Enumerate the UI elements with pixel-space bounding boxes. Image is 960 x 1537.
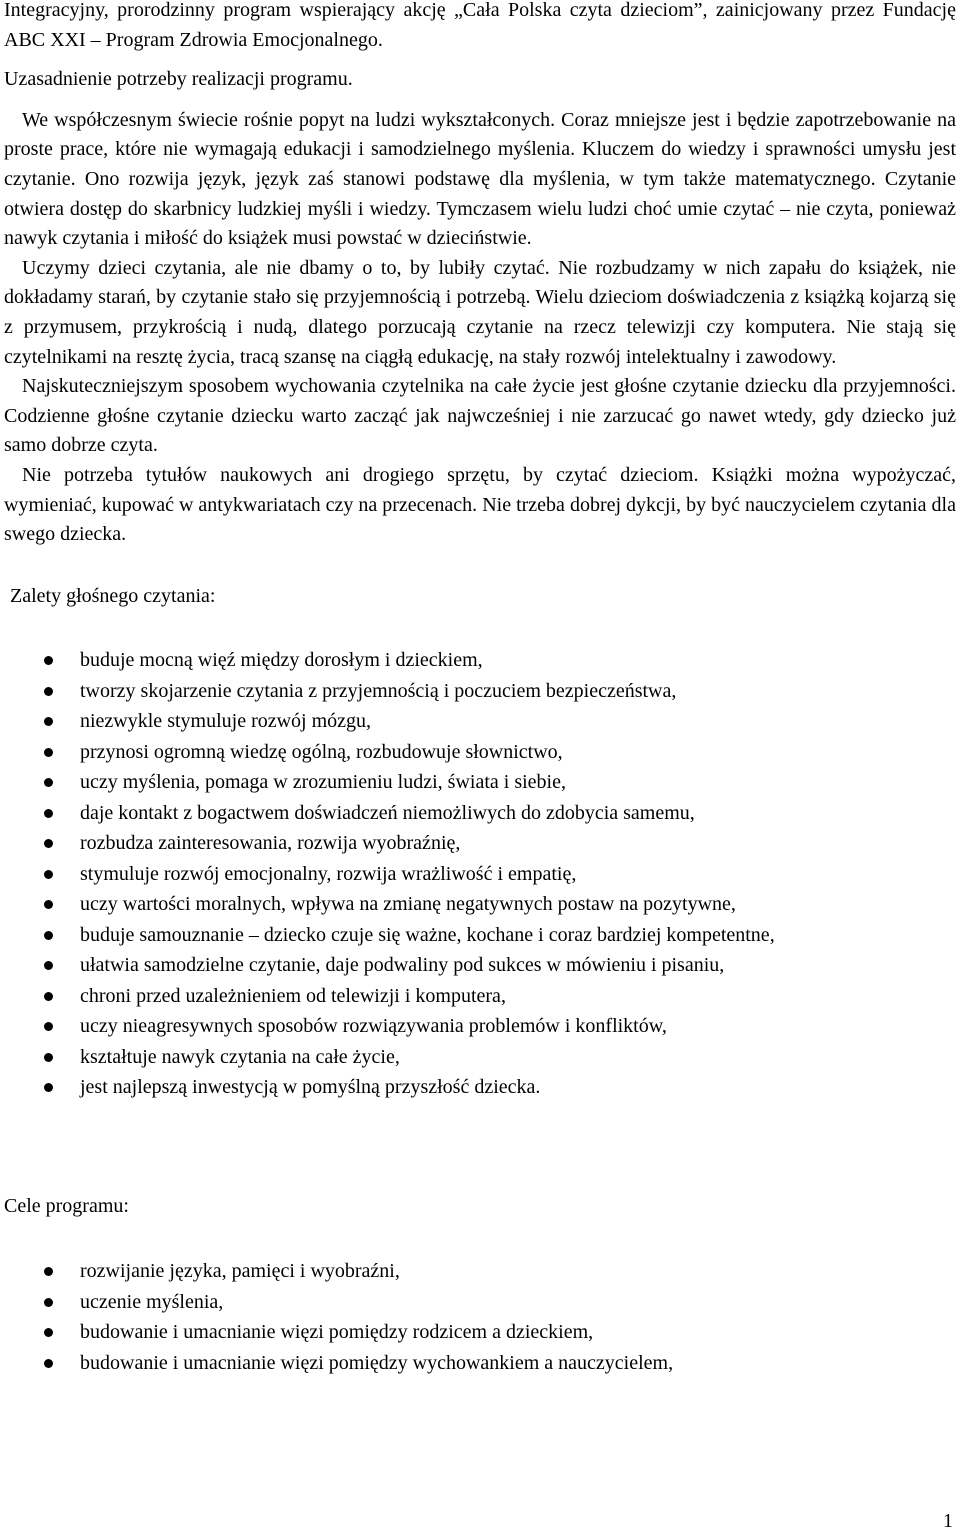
list-item-text: rozbudza zainteresowania, rozwija wyobraźnię, — [80, 832, 461, 855]
bullet-icon — [44, 1359, 53, 1368]
list-item — [4, 1011, 956, 1042]
list-item-text: przynosi ogromną wiedzę ogólną, rozbudowuje słownictwo, — [80, 740, 563, 763]
bullet-icon — [44, 931, 53, 940]
list-item — [4, 981, 956, 1012]
list-item — [4, 645, 956, 676]
list-item — [4, 706, 956, 737]
body-paragraph-2: Uczymy dzieci czytania, ale nie dbamy o to, by lubiły czytać. Nie rozbudzamy w nich zapału do książek, nie dokładamy starań, by czytanie stało się przyjemnością i potrzebą. Wielu dzieciom doświadczenia z książką kojarzą się z przymusem, przykrością i nudą, dlatego porzucają czytanie na rzecz telewizji czy komputera. Nie stają się czytelnikami na resztę życia, tracą szansę na ciągłą edukację, na stały rozwój intelektualny i zawodowy. — [4, 256, 956, 368]
list-item-text: budowanie i umacnianie więzi pomiędzy rodzicem a dzieckiem, — [80, 1321, 594, 1344]
list-item-text: uczy nieagresywnych sposobów rozwiązywania problemów i konfliktów, — [80, 1015, 667, 1038]
bullet-icon — [44, 1328, 53, 1337]
list-item — [4, 828, 956, 859]
bullet-icon — [44, 1267, 53, 1276]
bullet-icon — [44, 748, 53, 757]
bullet-icon — [44, 900, 53, 909]
page-number: 1 — [943, 1510, 953, 1532]
intro-paragraph: Integracyjny, prorodzinny program wspierający akcję „Cała Polska czyta dzieciom”, zainicjowany przez Fundację ABC XXI – Program Zdrowia Emocjonalnego. — [4, 0, 956, 51]
list-item-text: uczy wartości moralnych, wpływa na zmianę negatywnych postaw na pozytywne, — [80, 893, 736, 916]
list-item-text: rozwijanie języka, pamięci i wyobraźni, — [80, 1260, 400, 1283]
document-page — [4, 0, 956, 1378]
body-paragraph-3: Najskuteczniejszym sposobem wychowania czytelnika na całe życie jest głośne czytanie dziecku dla przyjemności. Codzienne głośne czytanie dziecku warto zacząć jak najwcześniej i nie zarzucać go nawet wtedy, gdy dziecko już samo dobrze czyta. — [4, 375, 956, 457]
list-item — [4, 1072, 956, 1103]
list-item — [4, 767, 956, 798]
list-item-text: budowanie i umacnianie więzi pomiędzy wychowankiem a nauczycielem, — [80, 1351, 674, 1374]
list-item — [4, 859, 956, 890]
list-item — [4, 950, 956, 981]
list-item-text: kształtuje nawyk czytania na całe życie, — [80, 1045, 400, 1068]
bullet-icon — [44, 961, 53, 970]
list-item — [4, 737, 956, 768]
bullet-icon — [44, 870, 53, 879]
list-item-text: uczy myślenia, pomaga w zrozumieniu ludzi, świata i siebie, — [80, 771, 566, 794]
list-item — [4, 676, 956, 707]
list-item-text: daje kontakt z bogactwem doświadczeń niemożliwych do zdobycia samemu, — [80, 801, 695, 824]
list-item — [4, 889, 956, 920]
bullet-icon — [44, 809, 53, 818]
list-item-text: uczenie myślenia, — [80, 1290, 224, 1313]
bullet-icon — [44, 1053, 53, 1062]
zalety-heading: Zalety głośnego czytania: — [10, 584, 216, 607]
list-item-text: buduje mocną więź między dorosłym i dzieckiem, — [80, 649, 483, 672]
list-item-text: tworzy skojarzenie czytania z przyjemnością i poczuciem bezpieczeństwa, — [80, 679, 677, 702]
list-item — [4, 1042, 956, 1073]
bullet-icon — [44, 656, 53, 665]
justification-heading: Uzasadnienie potrzeby realizacji programu. — [4, 68, 353, 91]
list-item — [4, 798, 956, 829]
cele-heading: Cele programu: — [4, 1194, 129, 1217]
body-paragraph-1: We współczesnym świecie rośnie popyt na ludzi wykształconych. Coraz mniejsze jest i będzie zapotrzebowanie na proste prace, które nie wymagają edukacji i samodzielnego myślenia. Kluczem do wiedzy i sprawności umysłu jest czytanie. Ono rozwija język, język zaś stanowi podstawę dla myślenia, w tym także matematycznego. Czytanie otwiera dostęp do skarbnicy ludzkiej myśli i wiedzy. Tymczasem wielu ludzi choć umie czytać – nie czyta, ponieważ nawyk czytania i miłość do książek musi powstać w dzieciństwie. — [4, 108, 956, 250]
cele-list — [4, 1256, 956, 1378]
zalety-list — [4, 645, 956, 1103]
list-item — [4, 1256, 956, 1287]
list-item-text: buduje samouznanie – dziecko czuje się ważne, kochane i coraz bardziej kompetentne, — [80, 923, 775, 946]
list-item — [4, 1348, 956, 1379]
bullet-icon — [44, 1022, 53, 1031]
body-paragraph-4: Nie potrzeba tytułów naukowych ani drogiego sprzętu, by czytać dzieciom. Książki można wypożyczać, wymieniać, kupować w antykwariatach czy na przecenach. Nie trzeba dobrej dykcji, by być nauczycielem czytania dla swego dziecka. — [4, 463, 956, 546]
list-item — [4, 1317, 956, 1348]
bullet-icon — [44, 717, 53, 726]
list-item — [4, 920, 956, 951]
list-item-text: ułatwia samodzielne czytanie, daje podwaliny pod sukces w mówieniu i pisaniu, — [80, 954, 725, 977]
bullet-icon — [44, 1083, 53, 1092]
bullet-icon — [44, 687, 53, 696]
list-item-text: jest najlepszą inwestycją w pomyślną przyszłość dziecka. — [80, 1076, 541, 1099]
list-item-text: niezwykle stymuluje rozwój mózgu, — [80, 710, 372, 733]
bullet-icon — [44, 1298, 53, 1307]
bullet-icon — [44, 778, 53, 787]
list-item-text: stymuluje rozwój emocjonalny, rozwija wrażliwość i empatię, — [80, 862, 577, 885]
bullet-icon — [44, 992, 53, 1001]
list-item-text: chroni przed uzależnieniem od telewizji i komputera, — [80, 984, 506, 1007]
bullet-icon — [44, 839, 53, 848]
list-item — [4, 1287, 956, 1318]
